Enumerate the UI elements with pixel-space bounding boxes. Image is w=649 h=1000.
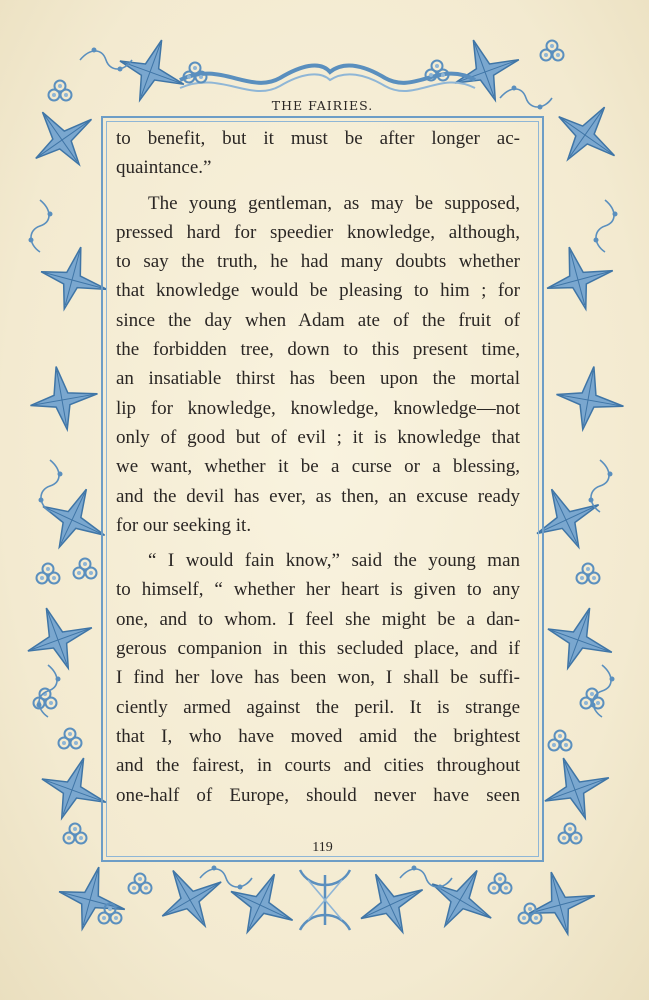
text-line: the forbidden tree, down to this present time,	[116, 339, 520, 361]
text-line: to say the truth, he had many doubts whether	[116, 251, 520, 273]
text-line: to himself, “ whether her heart is given to any	[116, 579, 520, 601]
text-line: to benefit, but it must be after longer ac-	[116, 128, 520, 149]
text-line: and the fairest, in courts and cities throughout	[116, 755, 520, 777]
text-line: only of good but of evil ; it is knowledge that	[116, 426, 520, 448]
text-line: The young gentleman, as may be supposed,	[148, 192, 520, 214]
text-line: for our seeking it.	[116, 514, 252, 536]
paragraph-3	[116, 546, 520, 810]
text-line: quaintance.”	[116, 157, 212, 179]
text-line: we want, whether it be a curse or a blessing,	[116, 456, 520, 478]
text-line: and the devil has ever, as then, an excuse ready	[116, 485, 520, 507]
paragraph-2	[116, 189, 520, 541]
text-line: one-half of Europe, should never have seen	[116, 784, 520, 806]
text-line: “ I would fain know,” said the young man	[148, 550, 520, 572]
text-line: I find her love has been won, I shall be suffi-	[116, 667, 520, 689]
bottom-border	[51, 853, 602, 948]
paragraph-1	[116, 124, 520, 183]
text-line: an insatiable thirst has been upon the mortal	[116, 368, 520, 390]
text-line: ciently armed against the peril. It is strange	[116, 696, 520, 718]
text-line: pressed hard for speedier knowledge, although,	[116, 221, 520, 243]
text-line: one, and to whom. I feel she might be a dan-	[116, 608, 520, 630]
page-number: 119	[312, 840, 333, 855]
running-header: THE FAIRIES.	[271, 98, 374, 113]
text-line: lip for knowledge, knowledge, knowledge—not	[116, 397, 520, 419]
text-line: that I, who have moved amid the brightest	[116, 725, 520, 747]
body-text	[116, 124, 520, 810]
text-line: since the day when Adam ate of the fruit of	[116, 309, 520, 331]
text-line: that knowledge would be pleasing to him ; for	[116, 280, 520, 302]
text-line: gerous companion in this secluded place, and if	[116, 638, 520, 660]
